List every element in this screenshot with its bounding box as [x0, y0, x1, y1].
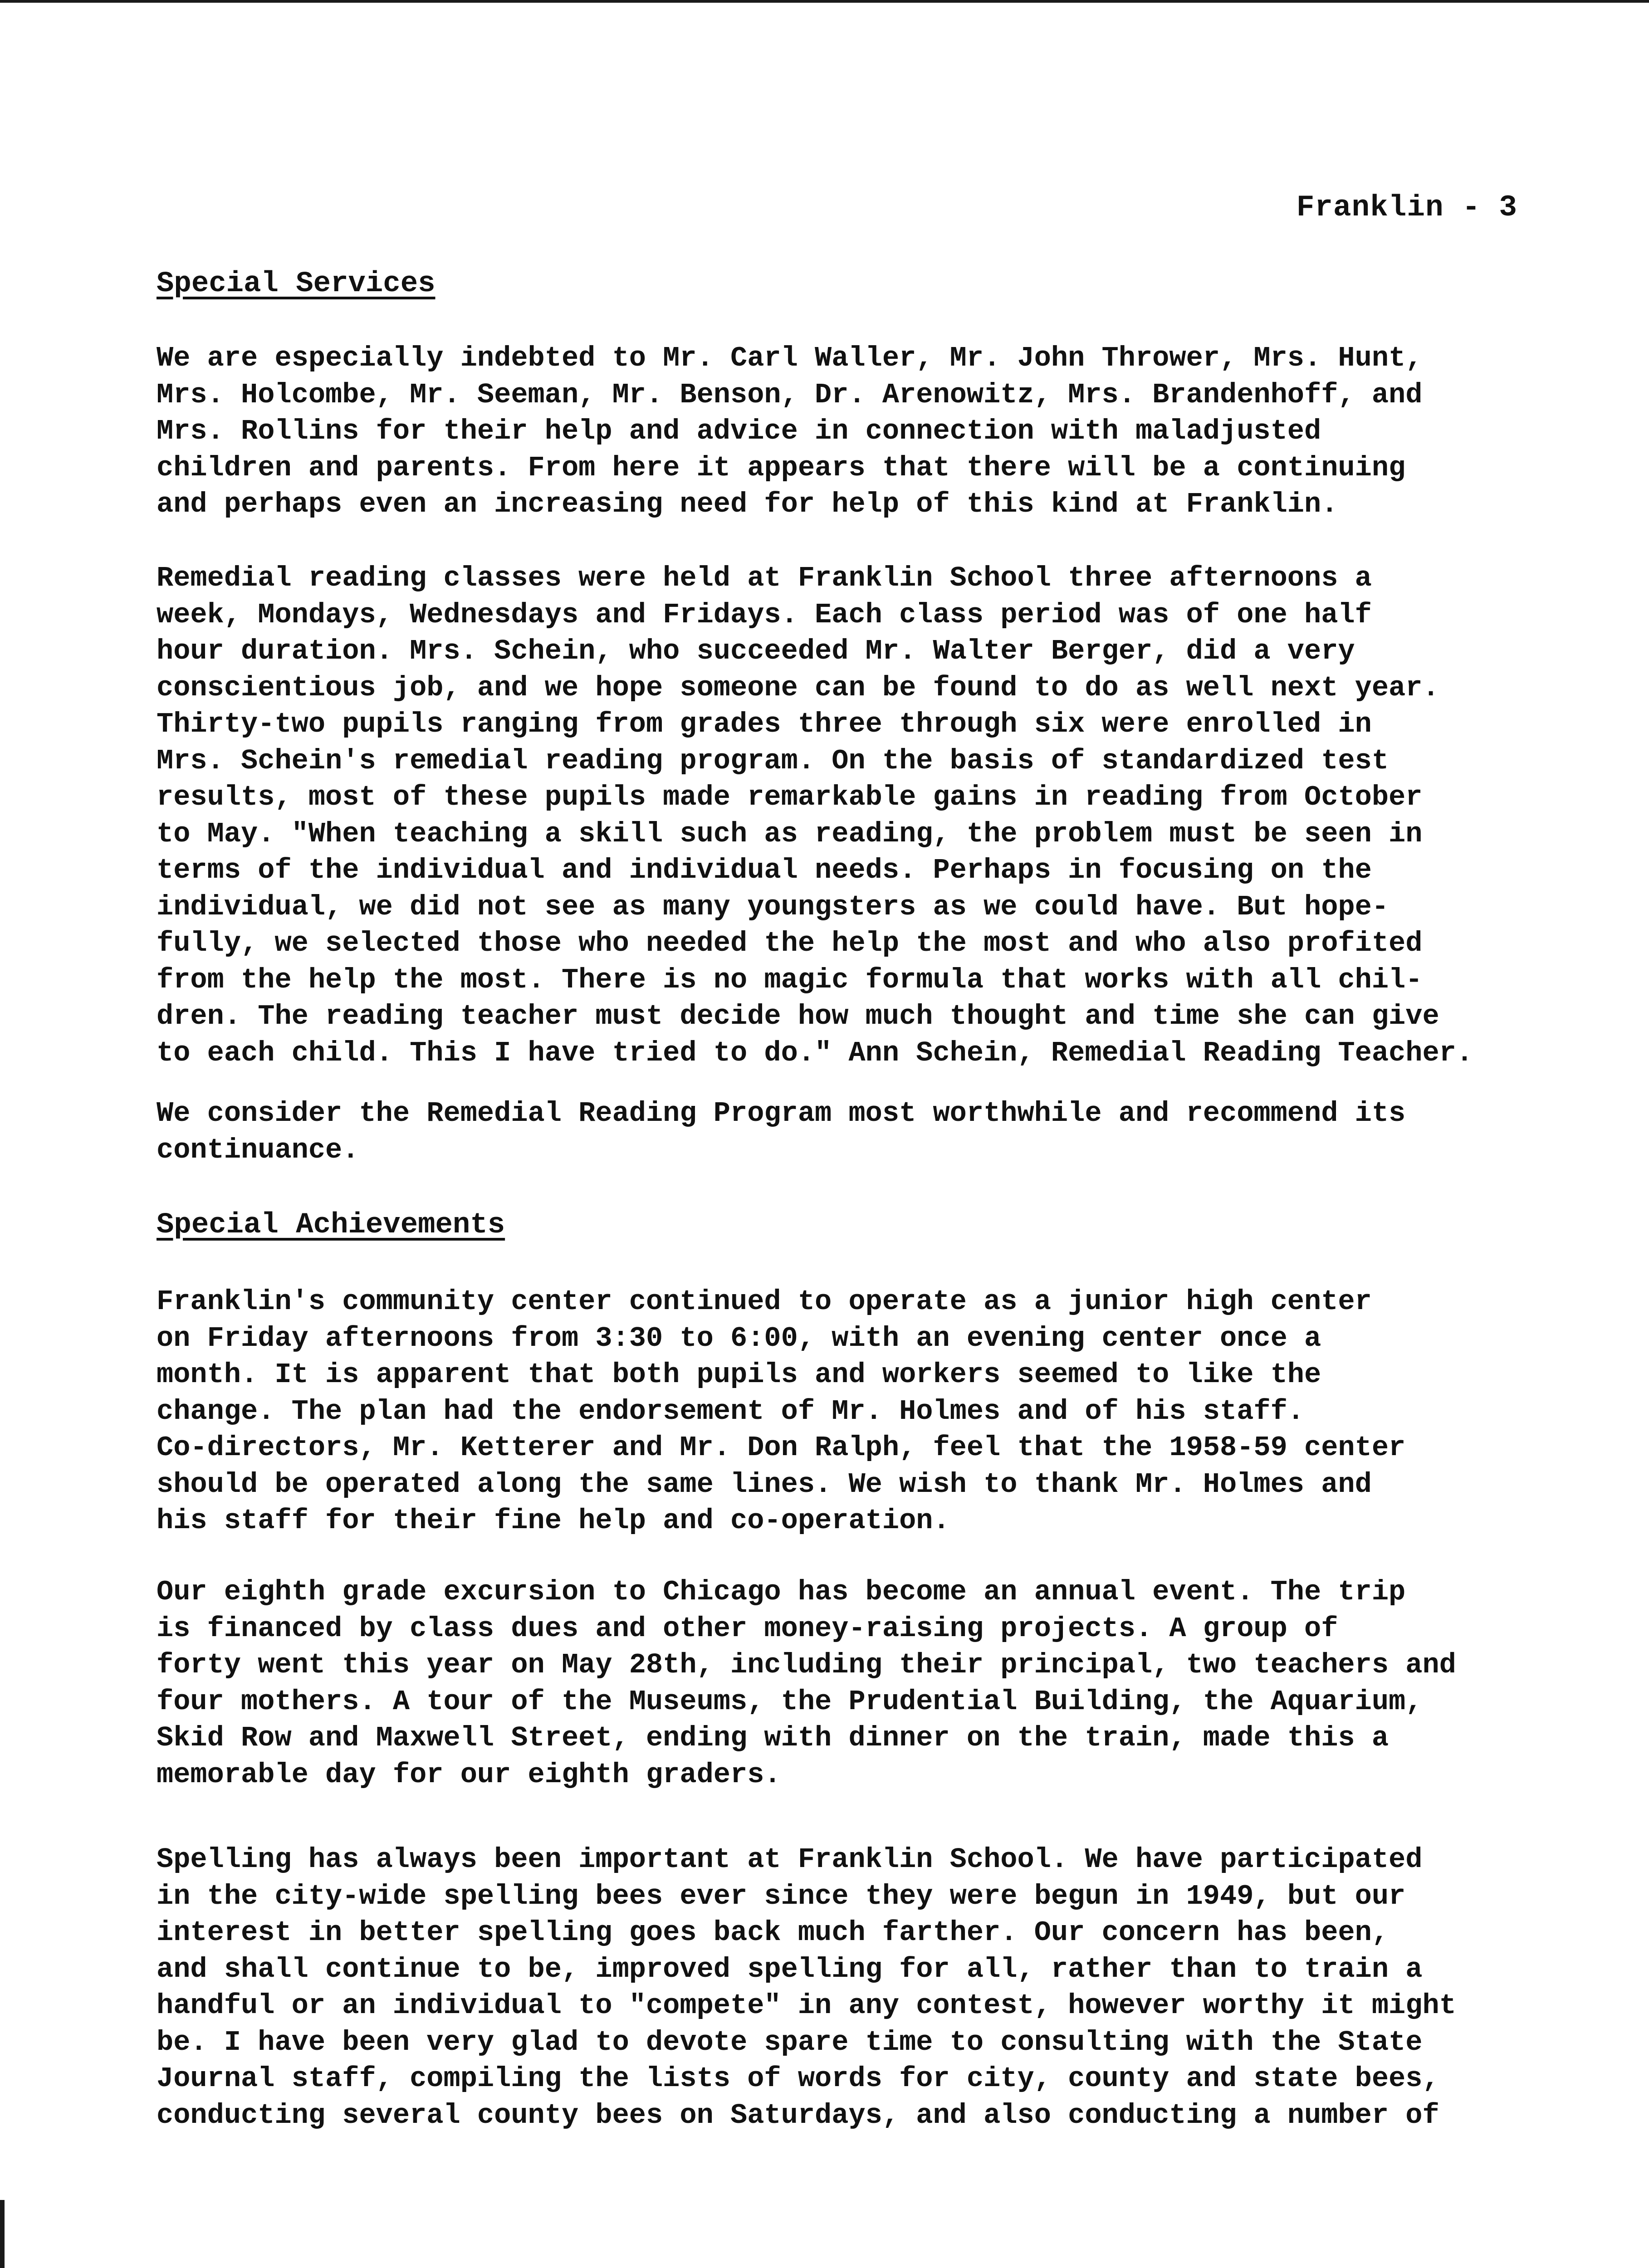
text-line: handful or an individual to "compete" in any contest, however worthy it might — [157, 1989, 1456, 2022]
section-heading-special-achievements: Special Achievements — [157, 1209, 505, 1242]
section-heading-special-services: Special Services — [157, 268, 435, 300]
text-line: week, Mondays, Wednesdays and Fridays. Each class period was of one half — [157, 598, 1372, 631]
text-line: Thirty-two pupils ranging from grades three through six were enrolled in — [157, 708, 1372, 740]
paragraph-chicago-excursion — [157, 1574, 1567, 1793]
text-line: We consider the Remedial Reading Program most worthwhile and recommend its — [157, 1097, 1406, 1129]
text-line: to May. "When teaching a skill such as reading, the problem must be seen in — [157, 817, 1423, 850]
text-line: conducting several county bees on Saturdays, and also conducting a number of — [157, 2099, 1439, 2131]
text-line: Mrs. Holcombe, Mr. Seeman, Mr. Benson, Dr. Arenowitz, Mrs. Brandenhoff, and — [157, 378, 1423, 411]
paragraph-program-recommendation — [157, 1095, 1567, 1168]
text-line: month. It is apparent that both pupils and workers seemed to like the — [157, 1359, 1321, 1391]
text-line: fully, we selected those who needed the help the most and who also profited — [157, 927, 1423, 959]
text-line: individual, we did not see as many youngsters as we could have. But hope- — [157, 890, 1389, 923]
text-line: forty went this year on May 28th, including their principal, two teachers and — [157, 1649, 1456, 1681]
page-left-edge — [0, 2200, 5, 2268]
page-label: Franklin - 3 — [1296, 191, 1517, 225]
text-line: is financed by class dues and other money-raising projects. A group of — [157, 1612, 1338, 1645]
text-line: Journal staff, compiling the lists of words for city, county and state bees, — [157, 2063, 1439, 2095]
text-line: Spelling has always been important at Franklin School. We have participated — [157, 1843, 1423, 1876]
text-line: four mothers. A tour of the Museums, the Prudential Building, the Aquarium, — [157, 1685, 1423, 1718]
text-line: Mrs. Rollins for their help and advice in connection with maladjusted — [157, 415, 1321, 447]
text-line: Franklin's community center continued to operate as a junior high center — [157, 1286, 1372, 1318]
text-line: interest in better spelling goes back much farther. Our concern has been, — [157, 1916, 1389, 1949]
text-line: continuance. — [157, 1134, 359, 1166]
text-line: his staff for their fine help and co-operation. — [157, 1505, 950, 1537]
text-line: hour duration. Mrs. Schein, who succeeded Mr. Walter Berger, did a very — [157, 635, 1355, 667]
text-line: Co-directors, Mr. Ketterer and Mr. Don Ralph, feel that the 1958-59 center — [157, 1432, 1406, 1464]
paragraph-special-services-thanks — [157, 340, 1567, 523]
text-line: be. I have been very glad to devote spare time to consulting with the State — [157, 2026, 1423, 2058]
text-line: on Friday afternoons from 3:30 to 6:00, with an evening center once a — [157, 1322, 1321, 1354]
paragraph-community-center — [157, 1284, 1567, 1540]
text-line: Skid Row and Maxwell Street, ending with dinner on the train, made this a — [157, 1722, 1389, 1754]
text-line: from the help the most. There is no magic formula that works with all chil- — [157, 963, 1423, 996]
text-line: We are especially indebted to Mr. Carl Waller, Mr. John Thrower, Mrs. Hunt, — [157, 342, 1423, 374]
text-line: change. The plan had the endorsement of Mr. Holmes and of his staff. — [157, 1395, 1305, 1427]
text-line: terms of the individual and individual needs. Perhaps in focusing on the — [157, 854, 1372, 886]
text-line: and shall continue to be, improved spelling for all, rather than to train a — [157, 1953, 1423, 1985]
text-line: results, most of these pupils made remarkable gains in reading from October — [157, 781, 1423, 813]
text-line: Our eighth grade excursion to Chicago has become an annual event. The trip — [157, 1576, 1406, 1608]
text-line: dren. The reading teacher must decide how much thought and time she can give — [157, 1000, 1439, 1032]
text-line: should be operated along the same lines. We wish to thank Mr. Holmes and — [157, 1468, 1372, 1501]
text-line: to each child. This I have tried to do." Ann Schein, Remedial Reading Teacher. — [157, 1036, 1473, 1069]
paragraph-remedial-reading — [157, 560, 1567, 1071]
text-line: Mrs. Schein's remedial reading program. On the basis of standardized test — [157, 744, 1389, 777]
text-line: children and parents. From here it appears that there will be a continuing — [157, 451, 1406, 484]
text-line: and perhaps even an increasing need for help of this kind at Franklin. — [157, 488, 1338, 520]
text-line: in the city-wide spelling bees ever since they were begun in 1949, but our — [157, 1880, 1406, 1912]
text-line: Remedial reading classes were held at Franklin School three afternoons a — [157, 562, 1372, 594]
text-line: conscientious job, and we hope someone can be found to do as well next year. — [157, 671, 1439, 704]
paragraph-spelling — [157, 1842, 1567, 2134]
page-top-edge — [0, 0, 1649, 3]
text-line: memorable day for our eighth graders. — [157, 1758, 781, 1791]
